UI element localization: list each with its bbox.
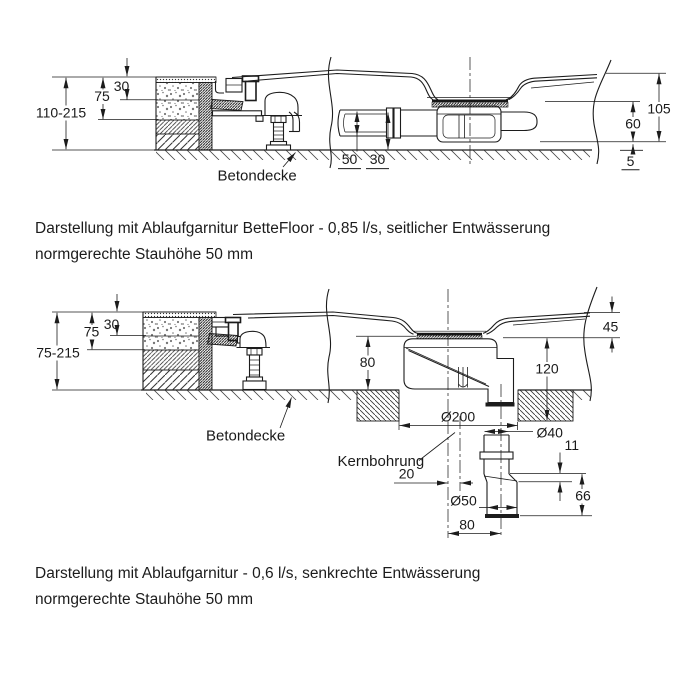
- dim-label: 110-215: [35, 104, 87, 121]
- dim-cover-layer: [114, 58, 130, 100]
- figure2-caption: [35, 561, 480, 613]
- dim-floor-clearance: [622, 144, 640, 170]
- dim-drain-body-height: [355, 337, 381, 390]
- fig1-drain-trap: [338, 106, 537, 142]
- dim-label: Ø50: [450, 492, 477, 509]
- dim-outlet-pipe-diameter: [338, 112, 361, 169]
- fig1-wall-buildup: [156, 77, 216, 150]
- betondecke-label: Betondecke: [206, 427, 286, 445]
- dim-label: 50: [341, 151, 358, 167]
- dim-label: 80: [359, 354, 376, 370]
- dim-overall-drain-height: [644, 74, 674, 142]
- dim-label: 66: [575, 487, 591, 504]
- fig1-dimensions-left: [36, 58, 158, 149]
- dim-label: 11: [564, 437, 580, 453]
- fig1-support-foot: [261, 92, 302, 150]
- dim-outlet-diameter: [485, 425, 564, 441]
- dim-label: 30: [369, 151, 386, 167]
- dim-pipe-section-height: [570, 474, 597, 515]
- dim-screed-height: [79, 313, 105, 350]
- dim-screed-height: [89, 78, 115, 120]
- fig2-dimensions-pipe: [449, 425, 597, 534]
- dim-label: 120: [535, 360, 559, 377]
- dim-label: 30: [113, 78, 130, 94]
- figure2-caption-line2: normgerechte Stauhöhe 50 mm: [35, 591, 253, 608]
- dim-outlet-horizontal-offset: [449, 517, 501, 534]
- figure2-drawing: [33, 287, 620, 538]
- dim-label: Ø200: [440, 408, 476, 425]
- dim-pipe-diameter: [450, 493, 517, 509]
- dim-label: 80: [459, 516, 475, 533]
- figure1-drawing: [36, 57, 674, 185]
- figure2-caption-line1: Darstellung mit Ablaufgarnitur - 0,6 l/s, senkrechte Entwässerung: [35, 565, 481, 582]
- dim-total-height-range: [33, 313, 83, 390]
- dim-trap-height: [619, 102, 647, 142]
- figure1-caption-line2: normgerechte Stauhöhe 50 mm: [35, 246, 253, 263]
- dim-label: 105: [647, 100, 671, 117]
- fig2-tray-surface: [233, 312, 590, 340]
- dim-label: 20: [398, 465, 415, 482]
- dim-label: 60: [625, 115, 641, 132]
- dim-label: 75: [94, 88, 110, 104]
- fig2-label-kernbohrung: [338, 433, 456, 471]
- dim-label: Ø40: [536, 424, 563, 441]
- dim-label: 5: [626, 153, 635, 169]
- dim-label: 75: [83, 323, 100, 340]
- dim-label: 45: [602, 318, 619, 335]
- betondecke-label: Betondecke: [217, 167, 297, 185]
- dim-tray-recess-depth: [603, 297, 619, 353]
- dim-total-height-range: [36, 78, 87, 150]
- fig2-dimensions-left: [33, 294, 146, 389]
- figure1-caption: [35, 216, 550, 268]
- dim-label: 30: [103, 316, 120, 332]
- fig2-outlet-pipe: [480, 435, 519, 518]
- dim-pipe-floor-distance: [366, 113, 389, 169]
- dim-core-drill-diameter: [400, 409, 518, 426]
- fig2-drain-body: [404, 339, 515, 407]
- fig2-wall-buildup: [143, 312, 216, 390]
- kernbohrung-label: Kernbohrung: [337, 453, 425, 470]
- dim-label: 75-215: [36, 344, 80, 361]
- fig1-tray-rim-profile: [211, 76, 264, 121]
- figure1-caption-line1: Darstellung mit Ablaufgarnitur BetteFloor - 0,85 l/s, seitlicher Entwässerung: [35, 220, 551, 237]
- fig2-label-betondecke: [206, 398, 292, 445]
- dim-cover-layer: [104, 294, 120, 335]
- fig1-dimensions-pipe: [338, 112, 389, 169]
- fig2-support-foot: [237, 331, 271, 389]
